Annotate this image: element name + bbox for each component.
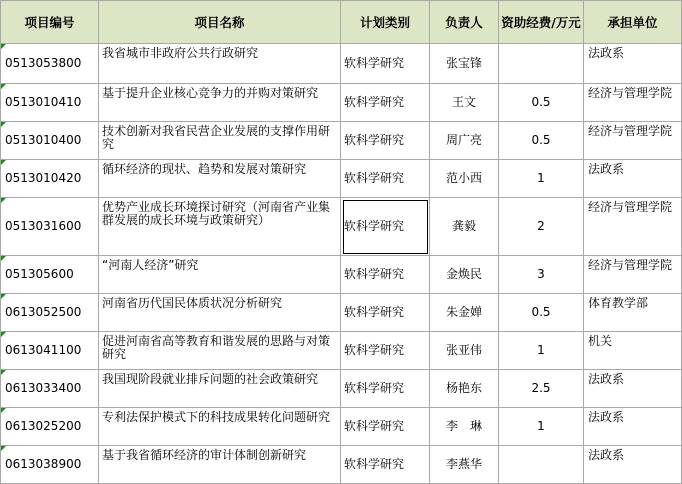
cell-unit-text: 体育教学部 [588, 296, 649, 310]
cell-category[interactable] [341, 160, 430, 198]
cell-name[interactable] [99, 408, 341, 446]
cell-category[interactable] [341, 408, 430, 446]
table-row [1, 198, 682, 256]
header-leader[interactable]: 负责人 [430, 1, 499, 44]
header-funding[interactable]: 资助经费/万元 [499, 1, 584, 44]
cell-leader[interactable] [430, 446, 499, 484]
cell-leader[interactable] [430, 160, 499, 198]
header-category[interactable]: 计划类别 [341, 1, 430, 44]
cell-unit[interactable] [584, 446, 682, 484]
table-row [1, 408, 682, 446]
cell-name-text: 我省城市非政府公共行政研究 [102, 46, 259, 60]
cell-funding-text: 3 [537, 267, 545, 281]
cell-code[interactable] [1, 84, 99, 122]
cell-name-text: 促进河南省高等教育和谐发展的思路与对策研究 [102, 334, 331, 361]
cell-leader[interactable] [430, 256, 499, 294]
cell-leader[interactable] [430, 370, 499, 408]
cell-funding[interactable] [499, 256, 584, 294]
cell-funding-text: 2 [537, 219, 545, 233]
cell-code-text: 0613041100 [5, 343, 82, 357]
cell-leader-text: 范小西 [445, 171, 482, 185]
cell-unit[interactable] [584, 256, 682, 294]
cell-funding[interactable] [499, 294, 584, 332]
cell-unit-text: 法政系 [588, 162, 625, 176]
cell-category[interactable] [341, 370, 430, 408]
cell-code-text: 0513053800 [5, 56, 82, 70]
cell-leader[interactable] [430, 122, 499, 160]
error-indicator-icon [1, 122, 6, 127]
cell-category-text: 软科学研究 [344, 381, 405, 395]
cell-code[interactable] [1, 446, 99, 484]
cell-unit[interactable] [584, 44, 682, 84]
cell-unit[interactable] [584, 160, 682, 198]
header-unit[interactable]: 承担单位 [584, 1, 682, 44]
cell-funding-text: 0.5 [531, 95, 551, 109]
cell-name[interactable] [99, 122, 341, 160]
cell-name[interactable] [99, 446, 341, 484]
cell-name[interactable] [99, 198, 341, 256]
cell-leader-text: 周广亮 [445, 133, 482, 147]
error-indicator-icon [1, 332, 6, 337]
cell-code-text: 0513010410 [5, 95, 82, 109]
cell-category-text: 软科学研究 [344, 56, 405, 70]
cell-category-text: 软科学研究 [344, 305, 405, 319]
cell-unit-text: 经济与管理学院 [588, 258, 673, 272]
cell-unit[interactable] [584, 198, 682, 256]
cell-category[interactable] [341, 256, 430, 294]
cell-funding-text: 1 [537, 171, 545, 185]
cell-code-text: 0613033400 [5, 381, 82, 395]
cell-leader-text: 杨艳东 [445, 381, 482, 395]
cell-funding[interactable] [499, 370, 584, 408]
cell-unit-text: 经济与管理学院 [588, 124, 673, 138]
cell-name-text: 我国现阶段就业排斥问题的社会政策研究 [102, 372, 319, 386]
cell-unit-text: 法政系 [588, 410, 625, 424]
cell-leader[interactable] [430, 198, 499, 256]
cell-leader-text: 王文 [451, 95, 476, 109]
cell-code-text: 0613038900 [5, 457, 82, 471]
cell-funding-text: 0.5 [531, 305, 551, 319]
table-row [1, 84, 682, 122]
cell-name[interactable] [99, 332, 341, 370]
cell-name[interactable] [99, 44, 341, 84]
cell-category-text: 软科学研究 [344, 219, 405, 233]
table-row [1, 44, 682, 84]
cell-category[interactable] [341, 122, 430, 160]
header-name[interactable]: 项目名称 [99, 1, 341, 44]
error-indicator-icon [1, 446, 6, 451]
cell-funding[interactable] [499, 198, 584, 256]
cell-name[interactable] [99, 256, 341, 294]
cell-category[interactable] [341, 84, 430, 122]
cell-unit-text: 经济与管理学院 [588, 200, 673, 214]
cell-name[interactable] [99, 84, 341, 122]
cell-name-text: 专利法保护模式下的科技成果转化问题研究 [102, 410, 331, 424]
table-row [1, 370, 682, 408]
cell-funding[interactable] [499, 160, 584, 198]
cell-name-text: 优势产业成长环境探讨研究（河南省产业集群发展的成长环境与政策研究） [102, 200, 331, 227]
cell-name-text: 河南省历代国民体质状况分析研究 [102, 296, 283, 310]
cell-code[interactable] [1, 44, 99, 84]
error-indicator-icon [1, 198, 6, 203]
cell-leader[interactable] [430, 332, 499, 370]
cell-leader-text: 金焕民 [445, 267, 482, 281]
cell-category-text: 软科学研究 [344, 95, 405, 109]
cell-category-text: 软科学研究 [344, 171, 405, 185]
cell-name[interactable] [99, 160, 341, 198]
cell-category-text: 软科学研究 [344, 419, 405, 433]
table-row [1, 256, 682, 294]
cell-code[interactable] [1, 408, 99, 446]
cell-leader-text: 朱金婵 [445, 305, 482, 319]
cell-category[interactable] [341, 446, 430, 484]
cell-leader[interactable] [430, 294, 499, 332]
cell-funding-text: 0.5 [531, 133, 551, 147]
cell-unit[interactable] [584, 84, 682, 122]
cell-leader[interactable] [430, 408, 499, 446]
cell-name[interactable] [99, 370, 341, 408]
cell-category[interactable] [341, 198, 430, 256]
cell-name[interactable] [99, 294, 341, 332]
cell-category-text: 软科学研究 [344, 343, 405, 357]
error-indicator-icon [1, 160, 6, 165]
cell-leader-text: 李 琳 [445, 419, 482, 433]
cell-code-text: 0513031600 [5, 219, 82, 233]
cell-code[interactable] [1, 160, 99, 198]
cell-category-text: 软科学研究 [344, 133, 405, 147]
cell-code-text: 051305600 [5, 267, 74, 281]
cell-category[interactable] [341, 44, 430, 84]
cell-code[interactable] [1, 198, 99, 256]
cell-name-text: 基于提升企业核心竞争力的并购对策研究 [102, 86, 319, 100]
cell-name-text: 循环经济的现状、趋势和发展对策研究 [102, 162, 307, 176]
cell-leader-text: 李燕华 [445, 457, 482, 471]
cell-leader-text: 张宝锋 [445, 56, 482, 70]
cell-code[interactable] [1, 122, 99, 160]
cell-code-text: 0613052500 [5, 305, 82, 319]
error-indicator-icon [1, 408, 6, 413]
cell-funding-text: 1 [537, 419, 545, 433]
table-row [1, 294, 682, 332]
cell-name-text: “河南人经济”研究 [102, 258, 199, 272]
cell-unit[interactable] [584, 370, 682, 408]
cell-funding[interactable] [499, 44, 584, 84]
cell-unit[interactable] [584, 408, 682, 446]
cell-code-text: 0613025200 [5, 419, 82, 433]
cell-code[interactable] [1, 332, 99, 370]
cell-unit-text: 法政系 [588, 46, 625, 60]
cell-name-text: 基于我省循环经济的审计体制创新研究 [102, 448, 307, 462]
cell-funding[interactable] [499, 332, 584, 370]
table-row [1, 332, 682, 370]
cell-leader-text: 龚毅 [451, 219, 476, 233]
header-row [1, 1, 682, 44]
cell-code[interactable] [1, 294, 99, 332]
cell-unit-text: 经济与管理学院 [588, 86, 673, 100]
cell-funding[interactable] [499, 446, 584, 484]
cell-code[interactable] [1, 370, 99, 408]
cell-unit-text: 法政系 [588, 372, 625, 386]
cell-unit[interactable] [584, 294, 682, 332]
cell-category-text: 软科学研究 [344, 457, 405, 471]
cell-category[interactable] [341, 294, 430, 332]
cell-unit-text: 机关 [588, 334, 613, 348]
error-indicator-icon [1, 84, 6, 89]
cell-leader-text: 张亚伟 [445, 343, 482, 357]
cell-funding-text: 2.5 [531, 381, 551, 395]
cell-name-text: 技术创新对我省民营企业发展的支撑作用研究 [102, 124, 331, 151]
table-row [1, 160, 682, 198]
header-code[interactable]: 项目编号 [1, 1, 99, 44]
cell-category-text: 软科学研究 [344, 267, 405, 281]
error-indicator-icon [1, 370, 6, 375]
cell-funding[interactable] [499, 408, 584, 446]
cell-funding[interactable] [499, 122, 584, 160]
cell-funding[interactable] [499, 84, 584, 122]
cell-leader[interactable] [430, 44, 499, 84]
cell-unit[interactable] [584, 332, 682, 370]
cell-funding-text: 1 [537, 343, 545, 357]
cell-code-text: 0513010400 [5, 133, 82, 147]
cell-code[interactable] [1, 256, 99, 294]
error-indicator-icon [1, 256, 6, 261]
cell-unit-text: 法政系 [588, 448, 625, 462]
table-row [1, 446, 682, 484]
error-indicator-icon [1, 44, 6, 49]
cell-code-text: 0513010420 [5, 171, 82, 185]
table-row [1, 122, 682, 160]
cell-unit[interactable] [584, 122, 682, 160]
cell-leader[interactable] [430, 84, 499, 122]
error-indicator-icon [1, 294, 6, 299]
cell-category[interactable] [341, 332, 430, 370]
